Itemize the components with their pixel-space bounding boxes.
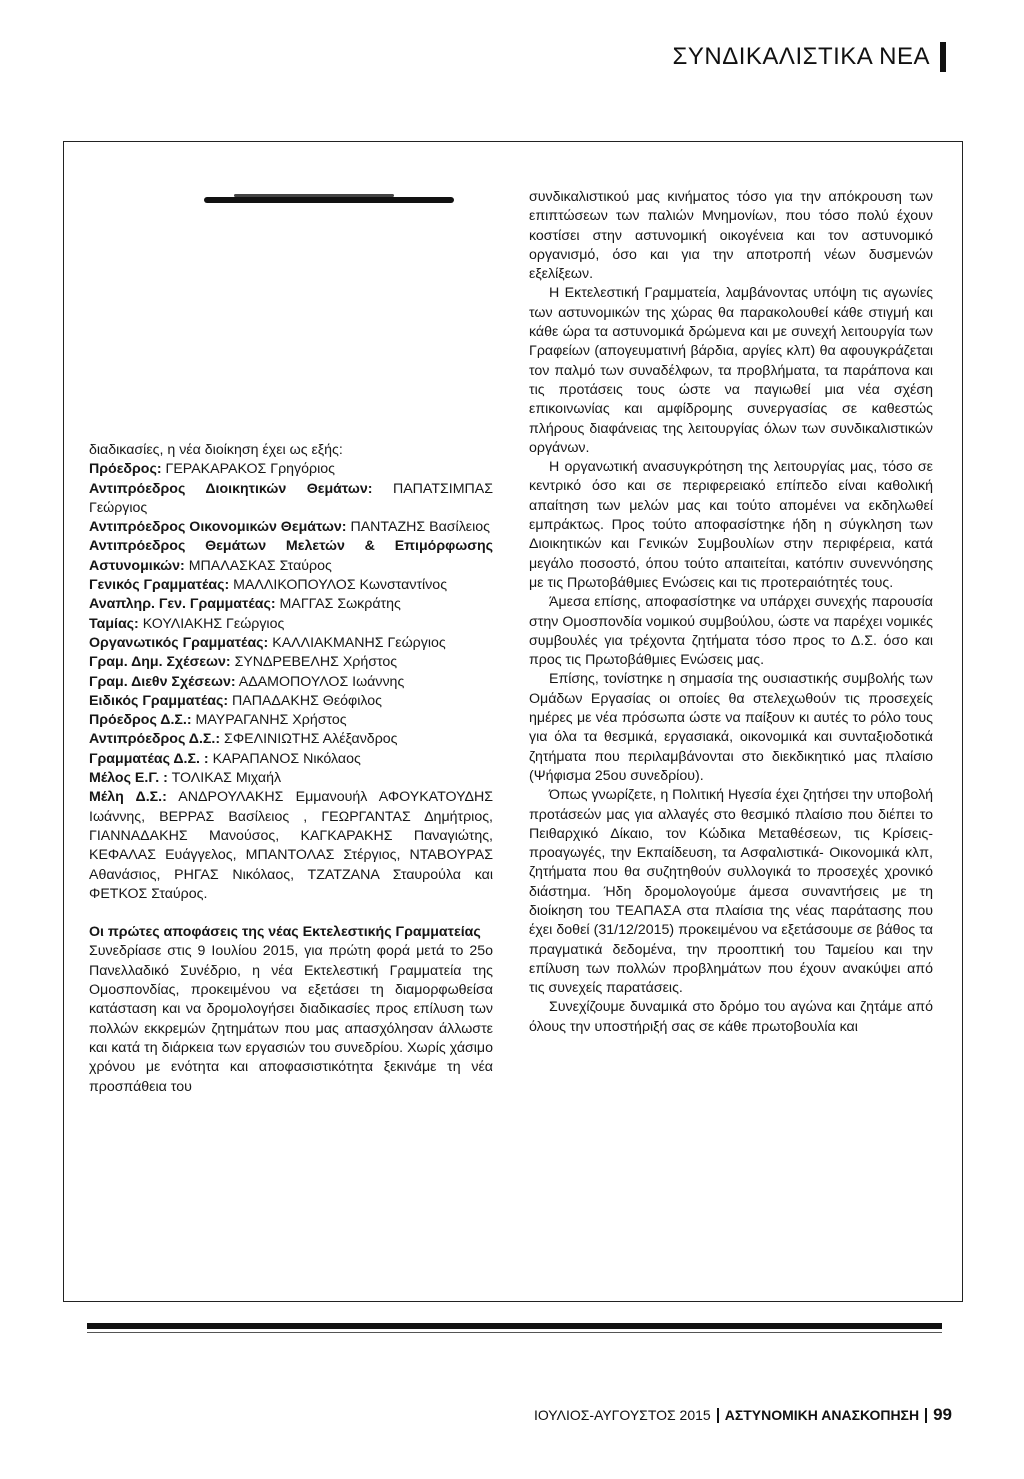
body-paragraph: συνδικαλιστικού μας κινήματος τόσο για την απόκρουση των επιπτώσεων των παλιών Μνημονίων, που τόσο πολύ έχουν κοστίσει στην αστυνομική οικογένεια και τον αστυνομικό οργανισμό, όσο και για την αποτροπή νέων δυσμενών εξελίξεων. bbox=[529, 189, 933, 283]
board-name: ΑΔΑΜΟΠΟΥΛΟΣ Ιωάννης bbox=[238, 673, 405, 690]
section-title: ΣΥΝΔΙΚΑΛΙΣΤΙΚΑ ΝΕΑ bbox=[672, 43, 930, 70]
board-name: ΜΑΛΛΙΚΟΠΟΥΛΟΣ Κωνσταντίνος bbox=[233, 577, 448, 594]
board-role: Μέλη Δ.Σ.: bbox=[89, 789, 167, 806]
board-role: Οργανωτικός Γραμματέας: bbox=[89, 634, 269, 651]
board-role: Πρόεδρος: bbox=[89, 461, 162, 478]
body-paragraph: Η Εκτελεστική Γραμματεία, λαμβάνοντας υπόψη τις αγωνίες των αστυνομικών της χώρας θα παρακολουθεί κάθε στιγμή και κάθε ώρα τα αστυνομικά δρώμενα και με συνεχή λειτουργία των Γραφείων (απογευματινή βάρδια, αργίες κλπ) θα αφουγκράζεται τον παλμό των συναδέλφων, τα προβλήματα, τα παράπονα και τις προτάσεις τους ώστε να παγιωθεί μια νέα σχέση επικοινωνίας και αμφίδρομης συνεργασίας σε καθεστώς πλήρους διαφάνειας της λειτουργίας όλων των συνδικαλιστικών οργάνων. bbox=[529, 285, 933, 456]
board-role: Πρόεδρος Δ.Σ.: bbox=[89, 712, 192, 729]
body-paragraph: Συνεχίζουμε δυναμικά στο δρόμο του αγώνα και ζητάμε από όλους την υποστήριξή σας σε κάθε πρωτοβουλία και bbox=[529, 999, 933, 1035]
board-name: ΚΑΡΑΠΑΝΟΣ Νικόλαος bbox=[212, 750, 361, 767]
board-member bbox=[89, 769, 493, 788]
board-role: Γενικός Γραμματέας: bbox=[89, 577, 230, 594]
board-name: ΑΝΔΡΟΥΛΑΚΗΣ Εμμανουήλ ΑΦΟΥΚΑΤΟΥΔΗΣ Ιωάννης, ΒΕΡΡΑΣ Βασίλειος , ΓΕΩΡΓΑΝΤΑΣ Δημήτριος, ΓΙΑΝΝΑΔΑΚΗΣ Μανούσος, ΚΑΓΚΑΡΑΚΗΣ Παναγιώτης, ΚΕΦΑΛΑΣ Ευάγγελος, ΜΠΑΝΤΟΛΑΣ Στέργιος, ΝΤΑΒΟΥΡΑΣ Αθανάσιος, ΡΗΓΑΣ Νικόλαος, ΤΖΑΤΖΑΝΑ Σταυρούλα και ΦΕΤΚΟΣ Σταύρος. bbox=[89, 789, 493, 902]
magazine-title: ΑΣΤΥΝΟΜΙΚΗ ΑΝΑΣΚΟΠΗΣΗ bbox=[724, 1407, 920, 1423]
board-member bbox=[89, 692, 493, 711]
body-paragraph: Άμεσα επίσης, αποφασίστηκε να υπάρχει συνεχής παρουσία στην Ομοσπονδία νομικού συμβούλου, ώστε να παρέχει νομικές συμβουλές για τρέχοντα ζητήματα τόσο προς το Δ.Σ. όσο και προς τις Πρωτοβάθμιες Ενώσεις μας. bbox=[529, 594, 933, 669]
left-column bbox=[89, 441, 493, 1097]
board-member bbox=[89, 750, 493, 769]
board-name: ΜΠΑΛΑΣΚΑΣ Σταύρος bbox=[188, 557, 332, 574]
board-member bbox=[89, 537, 493, 576]
board-member bbox=[89, 711, 493, 730]
board-member bbox=[89, 653, 493, 672]
issue-date: ΙΟΥΛΙΟΣ-ΑΥΓΟΥΣΤΟΣ 2015 bbox=[533, 1407, 711, 1423]
board-name: ΜΑΓΓΑΣ Σωκράτης bbox=[279, 596, 401, 613]
board-member bbox=[89, 730, 493, 749]
body-paragraph: Συνεδρίασε στις 9 Ιουλίου 2015, για πρώτη φορά μετά το 25ο Πανελλαδικό Συνέδριο, η νέα Εκτελεστική Γραμματεία της Ομοσπονδίας, προκειμένου να εξετάσει τη διαμορφωθείσα κατάσταση και να δρομολογήσει διαδικασίες προς επίλυση των πολλών εκκρεμών ζητημάτων που μας απασχόλησαν άλλωστε και κατά τη διάρκεια των εργασιών του συνεδρίου. Χωρίς χάσιμο χρόνου με ενότητα και αποφασιστικότητα ξεκινάμε τη νέα προσπάθεια του bbox=[89, 943, 493, 1095]
board-member bbox=[89, 518, 493, 537]
section-heading: Οι πρώτες αποφάσεις της νέας Εκτελεστικής Γραμματείας bbox=[89, 924, 481, 941]
board-member bbox=[89, 615, 493, 634]
board-member bbox=[89, 788, 493, 904]
board-role: Γραμματέας Δ.Σ. : bbox=[89, 750, 209, 767]
page-number: 99 bbox=[933, 1405, 952, 1424]
board-name: ΜΑΥΡΑΓΑΝΗΣ Χρήστος bbox=[195, 712, 347, 729]
footer-separator bbox=[717, 1408, 719, 1423]
board-list bbox=[89, 460, 493, 904]
board-name: ΣΥΝΔΡΕΒΕΛΗΣ Χρήστος bbox=[234, 654, 398, 671]
board-role: Γραμ. Δημ. Σχέσεων: bbox=[89, 654, 231, 671]
header-bar bbox=[940, 42, 946, 72]
board-name: ΓΕΡΑΚΑΡΑΚΟΣ Γρηγόριος bbox=[165, 461, 335, 478]
board-name: ΣΦΕΛΙΝΙΩΤΗΣ Αλέξανδρος bbox=[224, 731, 398, 748]
board-role: Αντιπρόεδρος Οικονομικών Θεμάτων: bbox=[89, 519, 347, 536]
footer-separator bbox=[925, 1408, 927, 1423]
board-member bbox=[89, 634, 493, 653]
board-role: Αντιπρόεδρος Διοικητικών Θεμάτων: bbox=[89, 480, 373, 497]
board-member bbox=[89, 595, 493, 614]
board-name: ΤΟΛΙΚΑΣ Μιχαήλ bbox=[171, 770, 282, 787]
body-paragraph: Η οργανωτική ανασυγκρότηση της λειτουργίας μας, τόσο σε κεντρικό όσο και σε περιφερειακό επίπεδο είναι καθολική απαίτηση των μελών μας και τούτο απομένει να εκδηλωθεί εμπράκτως. Προς τούτο αποφασίστηκε ήδη η σύγκληση των Διοικητικών και Γενικών Συμβουλίων στην περιφέρεια, κατά μεγάλο ποσοστό, όπου τούτο απαιτείται, κατόπιν συνεννόησης με τις Πρωτοβάθμιες Ενώσεις και τις προτεραιότητές τους. bbox=[529, 459, 933, 591]
page-footer bbox=[534, 1405, 952, 1425]
board-role: Αντιπρόεδρος Θεμάτων Μελετών & Επιμόρφωσης Αστυνομικών: bbox=[89, 538, 493, 574]
scan-mark bbox=[204, 197, 454, 203]
bottom-rule bbox=[87, 1323, 942, 1329]
board-role: Γραμ. Διεθν Σχέσεων: bbox=[89, 673, 236, 690]
board-member bbox=[89, 480, 493, 519]
board-role: Αντιπρόεδρος Δ.Σ.: bbox=[89, 731, 221, 748]
board-name: ΠΑΝΤΑΖΗΣ Βασίλειος bbox=[350, 519, 490, 536]
section-header bbox=[673, 42, 946, 72]
right-column bbox=[529, 188, 933, 1037]
body-paragraph: Όπως γνωρίζετε, η Πολιτική Ηγεσία έχει ζητήσει την υποβολή προτάσεών μας για αλλαγές στο θεσμικό πλαίσιο που διέπει το Πειθαρχικό Δίκαιο, τον Κώδικα Μεταθέσεων, τις Κρίσεις-προαγωγές, την Εκπαίδευση, τα Ασφαλιστικά- Οικονομικά κλπ, ζητήματα που θα συζητηθούν συλλογικά το προσεχές χρονικό διάστημα. Ήδη δρομολογούμε άμεσα συναντήσεις με τη διοίκηση του ΤΕΑΠΑΣΑ στα πλαίσια της νέας παράτασης που έχει δοθεί (31/12/2015) προκειμένου να εξετάσουμε σε βάθος τα πραγματικά δεδομένα, την προοπτική του Ταμείου και την επίλυση των πολλών προβλημάτων που έχουν ανακύψει από τις συνεχείς παρατάσεις. bbox=[529, 787, 933, 997]
board-name: ΠΑΠΑΔΑΚΗΣ Θεόφιλος bbox=[232, 692, 382, 709]
body-paragraph: Επίσης, τονίστηκε η σημασία της ουσιαστικής συμβολής των Ομάδων Εργασίας οι οποίες θα στελεχωθούν τις προσεχείς ημέρες με νέα πρόσωπα ώστε να παίξουν κι αυτές το ρόλο τους για όλα τα θεσμικά, εργασιακά, οικονομικά και συνταξιοδοτικά ζητήματα που περιλαμβάνονται στο διεκδικητικό μας πλαίσιο (Ψήφισμα 25ου συνεδρίου). bbox=[529, 671, 933, 784]
board-member bbox=[89, 576, 493, 595]
board-role: Μέλος Ε.Γ. : bbox=[89, 770, 168, 787]
board-role: Αναπληρ. Γεν. Γραμματέας: bbox=[89, 596, 276, 613]
board-member bbox=[89, 460, 493, 479]
board-name: ΚΟΥΛΙΑΚΗΣ Γεώργιος bbox=[142, 615, 285, 632]
board-role: Ταμίας: bbox=[89, 615, 139, 632]
board-member bbox=[89, 673, 493, 692]
intro-text: διαδικασίες, η νέα διοίκηση έχει ως εξής: bbox=[89, 442, 343, 458]
board-name: ΠΑΠΑΤΣΙΜΠΑΣ Γεώργιος bbox=[89, 480, 493, 516]
board-name: ΚΑΛΛΙΑΚΜΑΝΗΣ Γεώργιος bbox=[272, 634, 446, 651]
board-role: Ειδικός Γραμματέας: bbox=[89, 692, 229, 709]
